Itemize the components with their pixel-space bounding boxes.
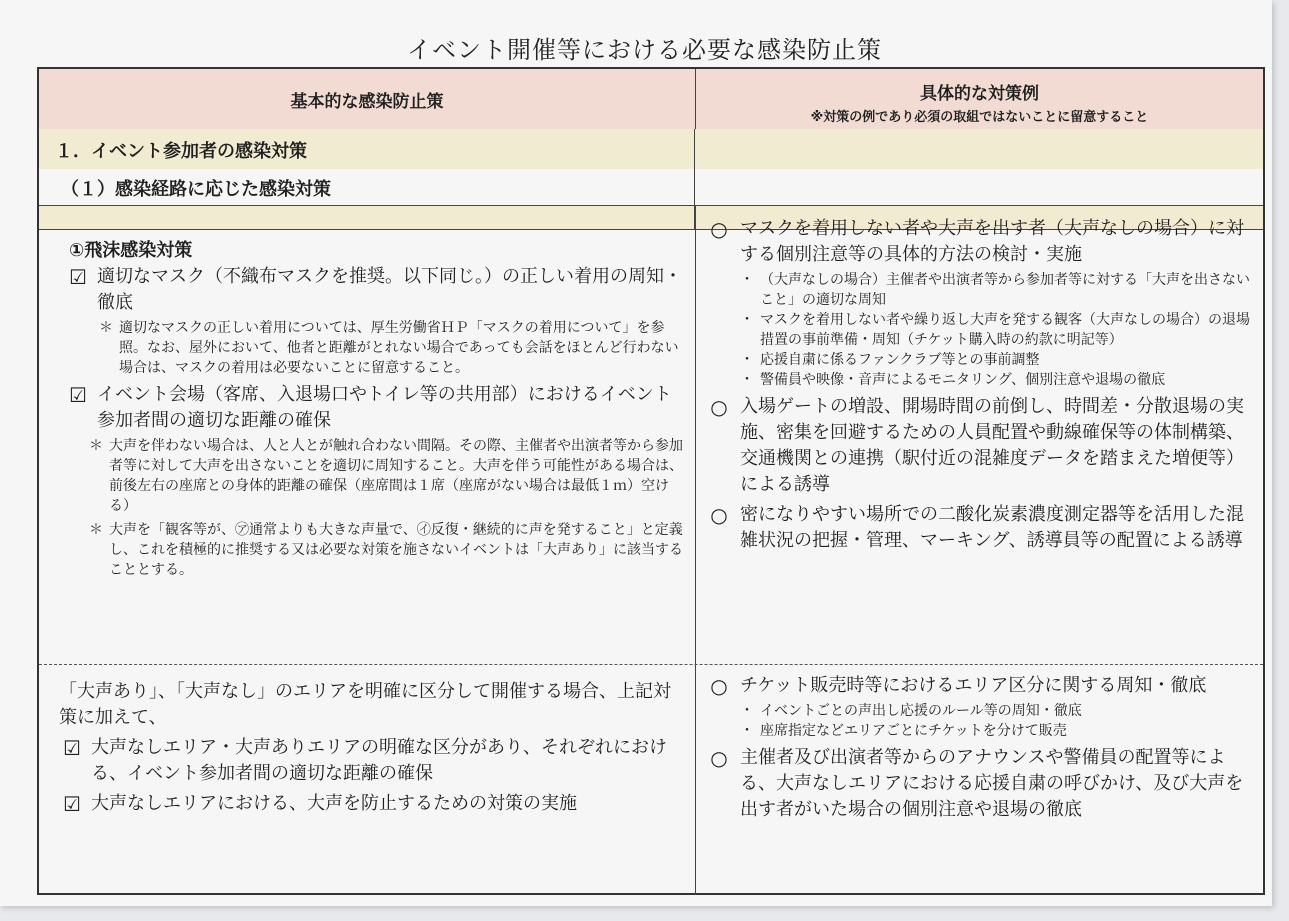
table-body: [39, 206, 1263, 895]
bullet-icon: ・: [740, 703, 754, 719]
right-item-1-bullet-1: （大声なしの場合）主催者や出演者等から参加者等に対する「大声を出さないこと」の適切な周知: [760, 272, 1250, 308]
right-item-1-bullet-3: 応援自粛に係るファンクラブ等との事前調整: [760, 352, 1040, 368]
right-bottom-item-1-bullet-2: 座席指定などエリアごとにチケットを分けて販売: [760, 723, 1067, 739]
header-right-note: ※対策の例であり必須の取組ではないことに留意すること: [810, 110, 1149, 125]
distance-item: イベント会場（客席、入退場口やトイレ等の共用部）におけるイベント参加者間の適切な距離の確保: [97, 384, 672, 431]
droplet-heading: ①飛沫感染対策: [69, 240, 193, 261]
right-item-1-bullet-4: 警備員や映像・音声によるモニタリング、個別注意や退場の徹底: [760, 372, 1166, 388]
right-bottom-cell: [696, 665, 1267, 895]
section-title: １．イベント参加者の感染対策: [39, 129, 695, 229]
measures-table: [37, 67, 1265, 895]
subsection-title: （１）感染経路に応じた感染対策: [39, 169, 695, 205]
checkbox-checked-icon: ☑: [63, 792, 81, 816]
checkbox-checked-icon: ☑: [63, 736, 81, 760]
right-bottom-item-1-bullet-1: イベントごとの声出し応援のルール等の周知・徹底: [760, 703, 1082, 719]
asterisk-icon: ＊: [89, 522, 103, 538]
right-item-1-bullet-2: マスクを着用しない者や繰り返し大声を発する観客（大声なしの場合）の退場措置の事前準備・周知（チケット購入時の約款に明記等）: [760, 312, 1250, 348]
bullet-icon: ・: [740, 272, 754, 288]
bullet-icon: ・: [740, 723, 754, 739]
bullet-icon: ・: [740, 312, 754, 328]
right-item-2: 入場ゲートの増設、開場時間の前倒し、時間差・分散退場の実施、密集を回避するための人員配置や動線確保等の体制構築、交通機関との連携（駅付近の混雑度データを踏まえた増便等）による誘導: [740, 396, 1244, 495]
zone-item-1: 大声なしエリア・大声ありエリアの明確な区分があり、それぞれにおける、イベント参加者間の適切な距離の確保: [91, 737, 667, 784]
left-bottom-cell: [39, 665, 695, 895]
checkbox-checked-icon: ☑: [69, 383, 87, 407]
distance-note-2: 大声を「観客等が、㋐通常よりも大きな声量で、㋑反復・継続的に声を発すること」と定義し、これを積極的に推奨する又は必要な対策を施さないイベントは「大声あり」に該当することとする。: [109, 522, 683, 578]
header-right-title: 具体的な対策例: [920, 84, 1039, 104]
zone-item-2: 大声なしエリアにおける、大声を防止するための対策の実施: [91, 793, 577, 814]
subsection-row: [39, 169, 1263, 206]
page-title: イベント開催等における必要な感染防止策: [407, 36, 882, 64]
mask-note: 適切なマスクの正しい着用については、厚生労働省ＨＰ「マスクの着用について」を参照。なお、屋外において、他者と距離がとれない場合であっても会話をほとんど行わない場合は、マスクの着用は必要ないことに留意すること。: [119, 320, 679, 376]
asterisk-icon: ＊: [89, 438, 103, 454]
distance-note-1: 大声を伴わない場合は、人と人とが触れ合わない間隔。その際、主催者や出演者等から参加者等に対して大声を出さないことを適切に周知すること。大声を伴う可能性がある場合は、前後左右の座席との身体的距離の確保（座席間は１席（座席がない場合は最低１ｍ）空ける）: [109, 438, 683, 514]
circle-icon: ○: [710, 217, 728, 241]
right-bottom-item-2: 主催者及び出演者等からのアナウンスや警備員の配置等による、大声なしエリアにおける応援自粛の呼びかけ、及び大声を出す者がいた場合の個別注意や退場の徹底: [740, 747, 1244, 820]
checkbox-checked-icon: ☑: [69, 265, 87, 289]
right-top-cell: [696, 206, 1267, 664]
header-right: [696, 69, 1263, 129]
bullet-icon: ・: [740, 352, 754, 368]
circle-icon: ○: [710, 395, 728, 419]
header-left: 基本的な感染防止策: [39, 69, 696, 129]
asterisk-icon: ＊: [99, 320, 113, 336]
circle-icon: ○: [710, 503, 728, 527]
zone-intro: 「大声あり」、「大声なし」のエリアを明確に区分して開催する場合、上記対策に加えて、: [59, 681, 671, 728]
mask-item: 適切なマスク（不織布マスクを推奨。以下同じ。）の正しい着用の周知・徹底: [97, 266, 682, 313]
circle-icon: ○: [710, 674, 728, 698]
bullet-icon: ・: [740, 372, 754, 388]
table-header: [39, 69, 1263, 130]
left-top-cell: [39, 206, 695, 664]
right-item-3: 密になりやすい場所での二酸化炭素濃度測定器等を活用した混雑状況の把握・管理、マーキング、誘導員等の配置による誘導: [740, 504, 1244, 551]
right-bottom-item-1: チケット販売時等におけるエリア区分に関する周知・徹底: [740, 675, 1207, 696]
right-item-1: マスクを着用しない者や大声を出す者（大声なしの場合）に対する個別注意等の具体的方法の検討・実施: [740, 218, 1244, 265]
circle-icon: ○: [710, 746, 728, 770]
